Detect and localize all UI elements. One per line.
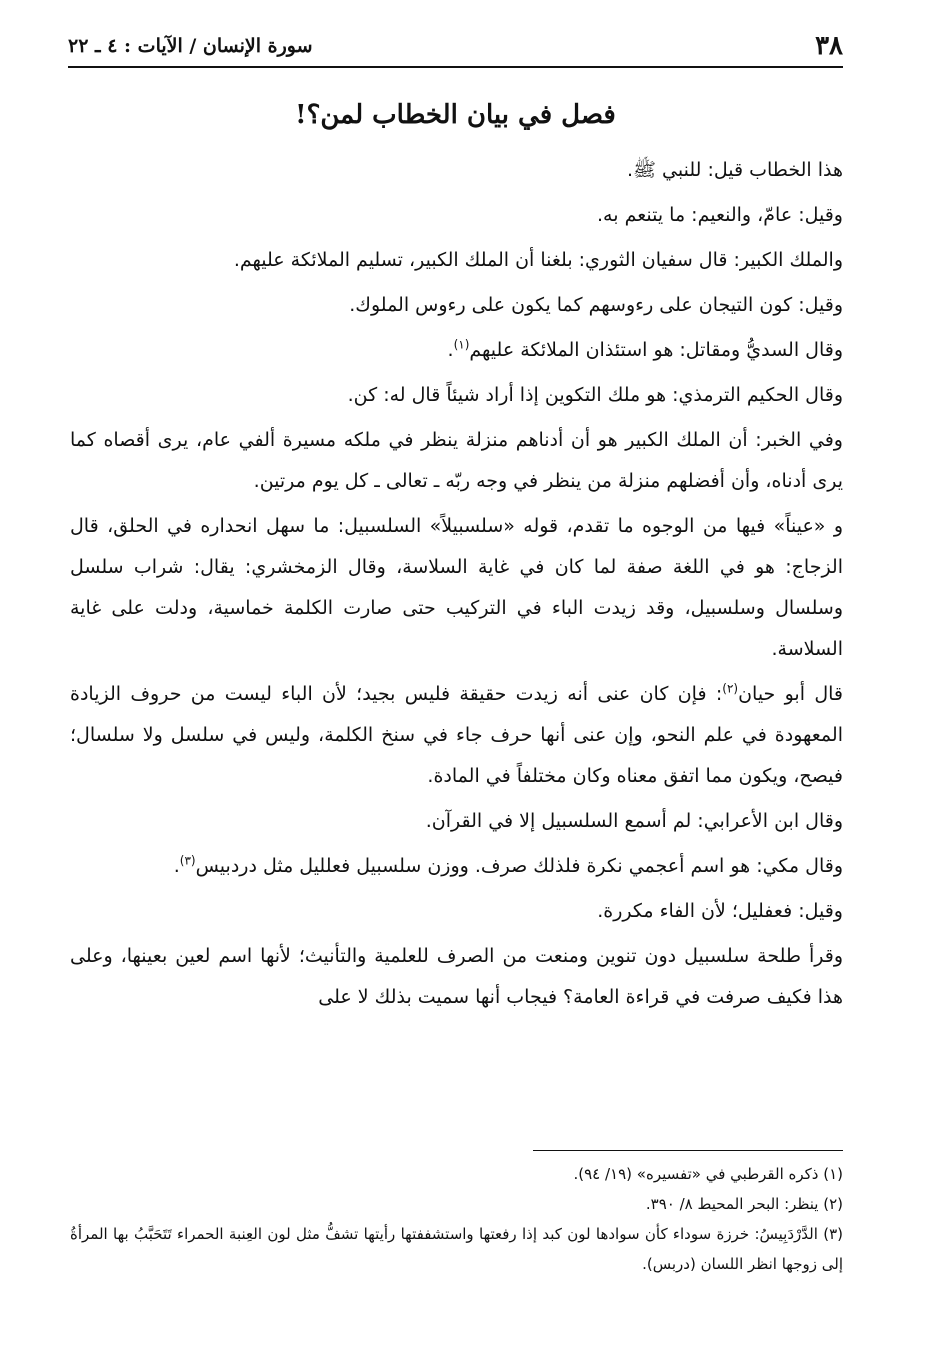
footnote-divider [533,1150,843,1151]
body-text [70,150,843,1022]
paragraph-text: وقال السديُّ ومقاتل: هو استئذان الملائكة عليهم [469,339,843,361]
paragraph: وقيل: عامّ، والنعيم: ما يتنعم به. [597,204,843,226]
footnote: (٢) ينظر: البحر المحيط ٨/ ٣٩٠. [645,1195,843,1213]
paragraph: هذا الخطاب قيل: للنبي ﷺ. [626,159,843,181]
running-header [68,26,843,68]
paragraph: و «عيناً» فيها من الوجوه ما تقدم، قوله «سلسبيلاً» السلسبيل: ما سهل انحداره في الحلق، قال الزجاج: هو في اللغة صفة لما كان في غاية السلاسة، وقال الزمخشري: يقال: شراب سلسل وسلسال وسلسبيل، وقد زيدت الباء في التركيب حتى صارت الكلمة خماسية، ودلت على غاية السلاسة. [70,515,843,660]
paragraph: وقرأ طلحة سلسبيل دون تنوين ومنعت من الصرف للعلمية والتأنيث؛ لأنها اسم لعين بعينها، وعلى هذا فكيف صرفت في قراءة العامة؟ فيجاب أنها سميت بذلك لا على [70,945,843,1008]
chapter-title: فصل في بيان الخطاب لمن؟! [295,100,616,130]
footnote-ref: (٣) [179,853,196,868]
paragraph: والملك الكبير: قال سفيان الثوري: بلغنا أن الملك الكبير، تسليم الملائكة عليهم. [233,249,843,271]
paragraph-text: : فإن كان عنى أنه زيدت حقيقة فليس بجيد؛ لأن الباء ليست من حروف الزيادة المعهودة في علم النحو، وإن عنى أنها حرف جاء في سنخ الكلمة، وليس في سلسل ولا سلسال؛ فيصح، ويكون مما اتفق معناه وكان مختلفاً في المادة. [70,683,843,787]
page-number: ٣٨ [815,31,843,61]
footnote-ref: (١) [453,337,470,352]
footnote: (١) ذكره القرطبي في «تفسيره» (١٩/ ٩٤). [573,1165,843,1183]
paragraph-end: . [447,339,454,361]
paragraph [70,846,843,887]
paragraph-end: . [173,855,180,877]
paragraph-text: وقال مكي: هو اسم أعجمي نكرة فلذلك صرف. ووزن سلسبيل فعلليل مثل دردبيس [195,855,843,877]
paragraph: وقيل: فعفليل؛ لأن الفاء مكررة. [597,900,843,922]
paragraph: وفي الخبر: أن الملك الكبير هو أن أدناهم منزلة ينظر في ملكه مسيرة ألفي عام، يرى أقصاه كما يرى أدناه، وأن أفضلهم منزلة من ينظر في وجه ربّه ـ تعالى ـ كل يوم مرتين. [70,429,843,492]
footnote-ref: (٢) [722,681,739,696]
footnotes [70,1150,843,1279]
footnote: (٣) الدَّرْدَبِيسُ: خرزة سوداء كأن سوادها لون كبد إذا رفعتها واستشففتها رأيتها تشفُّ مثل لون العِنبة الحمراء تَتَحَبَّبُ بها المرأةُ إلى زوجها انظر اللسان (دربس). [70,1225,843,1273]
paragraph: وقيل: كون التيجان على رءوسهم كما يكون على رءوس الملوك. [349,294,843,316]
paragraph: وقال ابن الأعرابي: لم أسمع السلسبيل إلا في القرآن. [425,810,843,832]
paragraph-text: قال أبو حيان [738,683,844,705]
paragraph [70,674,843,797]
running-title: سورة الإنسان / الآيات : ٤ ـ ٢٢ [68,35,313,57]
paragraph [70,330,843,371]
paragraph: وقال الحكيم الترمذي: هو ملك التكوين إذا أراد شيئاً قال له: كن. [347,384,843,406]
